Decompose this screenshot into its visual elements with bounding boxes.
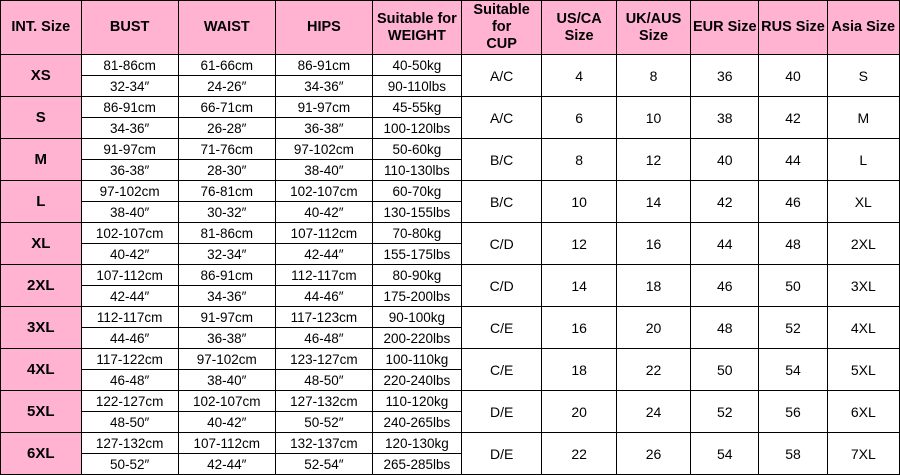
uk-aus-size-cell: 8 [616,55,690,97]
waist-cell-cm: 76-81cm [179,181,275,202]
waist-cell [178,55,275,97]
column-header-cup-line2: CUP [486,35,517,52]
hips-cell-in: 46-48″ [304,330,344,346]
weight-cell-in: 155-175lbs [383,246,451,262]
bust-cell [81,55,178,97]
int-size-cell: M [1,139,82,181]
rus-size-cell: 54 [759,349,827,391]
uk-aus-size-cell: 22 [616,349,690,391]
bust-cell-in: 44-46″ [110,330,150,346]
cup-cell: A/C [461,97,542,139]
weight-cell [372,97,461,139]
bust-cell-cm: 117-122cm [82,349,178,370]
int-size-cell: 2XL [1,265,82,307]
eur-size-cell: 48 [691,307,759,349]
bust-cell [81,97,178,139]
int-size-cell: 4XL [1,349,82,391]
weight-cell-cm: 40-50kg [373,55,461,76]
us-ca-size-cell: 16 [542,307,616,349]
bust-cell-in: 46-48″ [110,372,150,388]
waist-cell-in: 36-38″ [207,330,247,346]
bust-cell [81,139,178,181]
weight-cell-cm: 120-130kg [373,433,461,454]
weight-cell [372,181,461,223]
eur-size-cell: 54 [691,433,759,475]
bust-cell-cm: 86-91cm [82,97,178,118]
bust-cell-cm: 97-102cm [82,181,178,202]
hips-cell-cm: 127-132cm [276,391,372,412]
bust-cell [81,181,178,223]
hips-cell-cm: 123-127cm [276,349,372,370]
weight-cell [372,223,461,265]
hips-cell [275,265,372,307]
waist-cell-cm: 107-112cm [179,433,275,454]
waist-cell [178,181,275,223]
table-header [1,1,900,55]
eur-size-cell: 44 [691,223,759,265]
waist-cell [178,391,275,433]
hips-cell [275,223,372,265]
waist-cell-in: 32-34″ [207,246,247,262]
us-ca-size-cell: 6 [542,97,616,139]
hips-cell [275,139,372,181]
cup-cell: C/E [461,349,542,391]
cup-cell: D/E [461,391,542,433]
table-row [1,349,900,391]
weight-cell-cm: 70-80kg [373,223,461,244]
asia-size-cell: L [827,139,899,181]
waist-cell [178,349,275,391]
us-ca-size-cell: 8 [542,139,616,181]
bust-cell [81,433,178,475]
uk-aus-size-cell: 24 [616,391,690,433]
cup-cell: B/C [461,181,542,223]
hips-cell-cm: 86-91cm [276,55,372,76]
waist-cell-cm: 102-107cm [179,391,275,412]
waist-cell-cm: 97-102cm [179,349,275,370]
int-size-cell: XS [1,55,82,97]
table-row [1,55,900,97]
table-row [1,391,900,433]
table-row [1,223,900,265]
hips-cell-cm: 102-107cm [276,181,372,202]
weight-cell-in: 130-155lbs [383,204,451,220]
hips-cell-cm: 112-117cm [276,265,372,286]
hips-cell-cm: 91-97cm [276,97,372,118]
asia-size-cell: M [827,97,899,139]
eur-size-cell: 38 [691,97,759,139]
bust-cell [81,349,178,391]
bust-cell-cm: 107-112cm [82,265,178,286]
waist-cell-in: 28-30″ [207,162,247,178]
hips-cell-cm: 117-123cm [276,307,372,328]
weight-cell-cm: 50-60kg [373,139,461,160]
rus-size-cell: 44 [759,139,827,181]
bust-cell [81,223,178,265]
column-header-cup [461,1,542,55]
hips-cell-in: 48-50″ [304,372,344,388]
us-ca-size-cell: 22 [542,433,616,475]
table-row [1,181,900,223]
rus-size-cell: 52 [759,307,827,349]
bust-cell [81,265,178,307]
weight-cell [372,349,461,391]
hips-cell-in: 42-44″ [304,246,344,262]
weight-cell-in: 240-265lbs [383,414,451,430]
bust-cell-cm: 81-86cm [82,55,178,76]
table-row [1,97,900,139]
bust-cell-cm: 122-127cm [82,391,178,412]
waist-cell-cm: 61-66cm [179,55,275,76]
waist-cell-cm: 66-71cm [179,97,275,118]
bust-cell-cm: 127-132cm [82,433,178,454]
eur-size-cell: 46 [691,265,759,307]
int-size-cell: 6XL [1,433,82,475]
header-row [1,1,900,55]
waist-cell-in: 38-40″ [207,372,247,388]
column-header-bust: BUST [81,1,178,55]
hips-cell-in: 34-36″ [304,78,344,94]
hips-cell-in: 52-54″ [304,456,344,472]
rus-size-cell: 40 [759,55,827,97]
bust-cell-cm: 112-117cm [82,307,178,328]
eur-size-cell: 42 [691,181,759,223]
column-header-cup-line1: Suitable for [473,2,530,36]
us-ca-size-cell: 14 [542,265,616,307]
table-row [1,139,900,181]
table-row [1,433,900,475]
waist-cell-in: 34-36″ [207,288,247,304]
bust-cell-in: 36-38″ [110,162,150,178]
cup-cell: C/E [461,307,542,349]
bust-cell-in: 38-40″ [110,204,150,220]
bust-cell-in: 50-52″ [110,456,150,472]
waist-cell [178,223,275,265]
table-row [1,265,900,307]
rus-size-cell: 42 [759,97,827,139]
waist-cell-cm: 81-86cm [179,223,275,244]
uk-aus-size-cell: 12 [616,139,690,181]
asia-size-cell: 7XL [827,433,899,475]
bust-cell-in: 32-34″ [110,78,150,94]
uk-aus-size-cell: 26 [616,433,690,475]
rus-size-cell: 46 [759,181,827,223]
us-ca-size-cell: 12 [542,223,616,265]
bust-cell-in: 42-44″ [110,288,150,304]
cup-cell: D/E [461,433,542,475]
column-header-uk-line2: Size [639,27,669,44]
weight-cell-cm: 80-90kg [373,265,461,286]
uk-aus-size-cell: 10 [616,97,690,139]
eur-size-cell: 40 [691,139,759,181]
waist-cell-cm: 91-97cm [179,307,275,328]
column-header-waist: WAIST [178,1,275,55]
weight-cell-cm: 45-55kg [373,97,461,118]
column-header-uk-line1: UK/AUS [625,10,682,27]
rus-size-cell: 58 [759,433,827,475]
hips-cell [275,97,372,139]
weight-cell [372,55,461,97]
waist-cell-cm: 86-91cm [179,265,275,286]
weight-cell-cm: 100-110kg [373,349,461,370]
weight-cell-cm: 90-100kg [373,307,461,328]
bust-cell [81,307,178,349]
cup-cell: B/C [461,139,542,181]
cup-cell: A/C [461,55,542,97]
weight-cell-cm: 60-70kg [373,181,461,202]
hips-cell [275,433,372,475]
uk-aus-size-cell: 18 [616,265,690,307]
waist-cell [178,265,275,307]
weight-cell-in: 100-120lbs [383,120,451,136]
waist-cell-in: 24-26″ [207,78,247,94]
rus-size-cell: 50 [759,265,827,307]
eur-size-cell: 52 [691,391,759,433]
weight-cell-cm: 110-120kg [373,391,461,412]
uk-aus-size-cell: 20 [616,307,690,349]
hips-cell-cm: 132-137cm [276,433,372,454]
cup-cell: C/D [461,265,542,307]
asia-size-cell: 3XL [827,265,899,307]
waist-cell-in: 42-44″ [207,456,247,472]
asia-size-cell: 4XL [827,307,899,349]
weight-cell-in: 220-240lbs [383,372,451,388]
int-size-cell: 3XL [1,307,82,349]
bust-cell-in: 34-36″ [110,120,150,136]
table-body [1,55,900,475]
weight-cell [372,391,461,433]
bust-cell-in: 40-42″ [110,246,150,262]
hips-cell-in: 44-46″ [304,288,344,304]
column-header-uk-aus-size [616,1,690,55]
bust-cell [81,391,178,433]
weight-cell [372,265,461,307]
int-size-cell: 5XL [1,391,82,433]
uk-aus-size-cell: 14 [616,181,690,223]
waist-cell-in: 30-32″ [207,204,247,220]
asia-size-cell: S [827,55,899,97]
us-ca-size-cell: 20 [542,391,616,433]
column-header-us-ca-size: US/CA Size [542,1,616,55]
hips-cell-in: 36-38″ [304,120,344,136]
uk-aus-size-cell: 16 [616,223,690,265]
weight-cell-in: 200-220lbs [383,330,451,346]
hips-cell-cm: 107-112cm [276,223,372,244]
waist-cell [178,307,275,349]
eur-size-cell: 36 [691,55,759,97]
column-header-hips: HIPS [275,1,372,55]
column-header-rus-size: RUS Size [759,1,827,55]
weight-cell-in: 175-200lbs [383,288,451,304]
asia-size-cell: 5XL [827,349,899,391]
int-size-cell: S [1,97,82,139]
bust-cell-cm: 102-107cm [82,223,178,244]
rus-size-cell: 48 [759,223,827,265]
asia-size-cell: 2XL [827,223,899,265]
weight-cell-in: 90-110lbs [387,78,447,94]
hips-cell-in: 38-40″ [304,162,344,178]
column-header-weight-line1: Suitable for [377,10,457,27]
waist-cell-in: 40-42″ [207,414,247,430]
weight-cell-in: 110-130lbs [383,162,450,178]
weight-cell [372,307,461,349]
int-size-cell: L [1,181,82,223]
hips-cell [275,55,372,97]
column-header-weight [372,1,461,55]
eur-size-cell: 50 [691,349,759,391]
asia-size-cell: XL [827,181,899,223]
waist-cell [178,433,275,475]
waist-cell-in: 26-28″ [207,120,247,136]
hips-cell-in: 40-42″ [304,204,344,220]
bust-cell-in: 48-50″ [110,414,150,430]
waist-cell [178,97,275,139]
bust-cell-cm: 91-97cm [82,139,178,160]
weight-cell [372,139,461,181]
hips-cell-in: 50-52″ [304,414,344,430]
weight-cell [372,433,461,475]
weight-cell-in: 265-285lbs [383,456,451,472]
cup-cell: C/D [461,223,542,265]
hips-cell-cm: 97-102cm [276,139,372,160]
us-ca-size-cell: 4 [542,55,616,97]
hips-cell [275,349,372,391]
column-header-weight-line2: WEIGHT [387,27,446,44]
column-header-asia-size: Asia Size [827,1,899,55]
us-ca-size-cell: 10 [542,181,616,223]
waist-cell [178,139,275,181]
rus-size-cell: 56 [759,391,827,433]
asia-size-cell: 6XL [827,391,899,433]
hips-cell [275,391,372,433]
column-header-eur-size: EUR Size [691,1,759,55]
hips-cell [275,181,372,223]
hips-cell [275,307,372,349]
us-ca-size-cell: 18 [542,349,616,391]
int-size-cell: XL [1,223,82,265]
waist-cell-cm: 71-76cm [179,139,275,160]
column-header-int-size: INT. Size [1,1,82,55]
table-row [1,307,900,349]
